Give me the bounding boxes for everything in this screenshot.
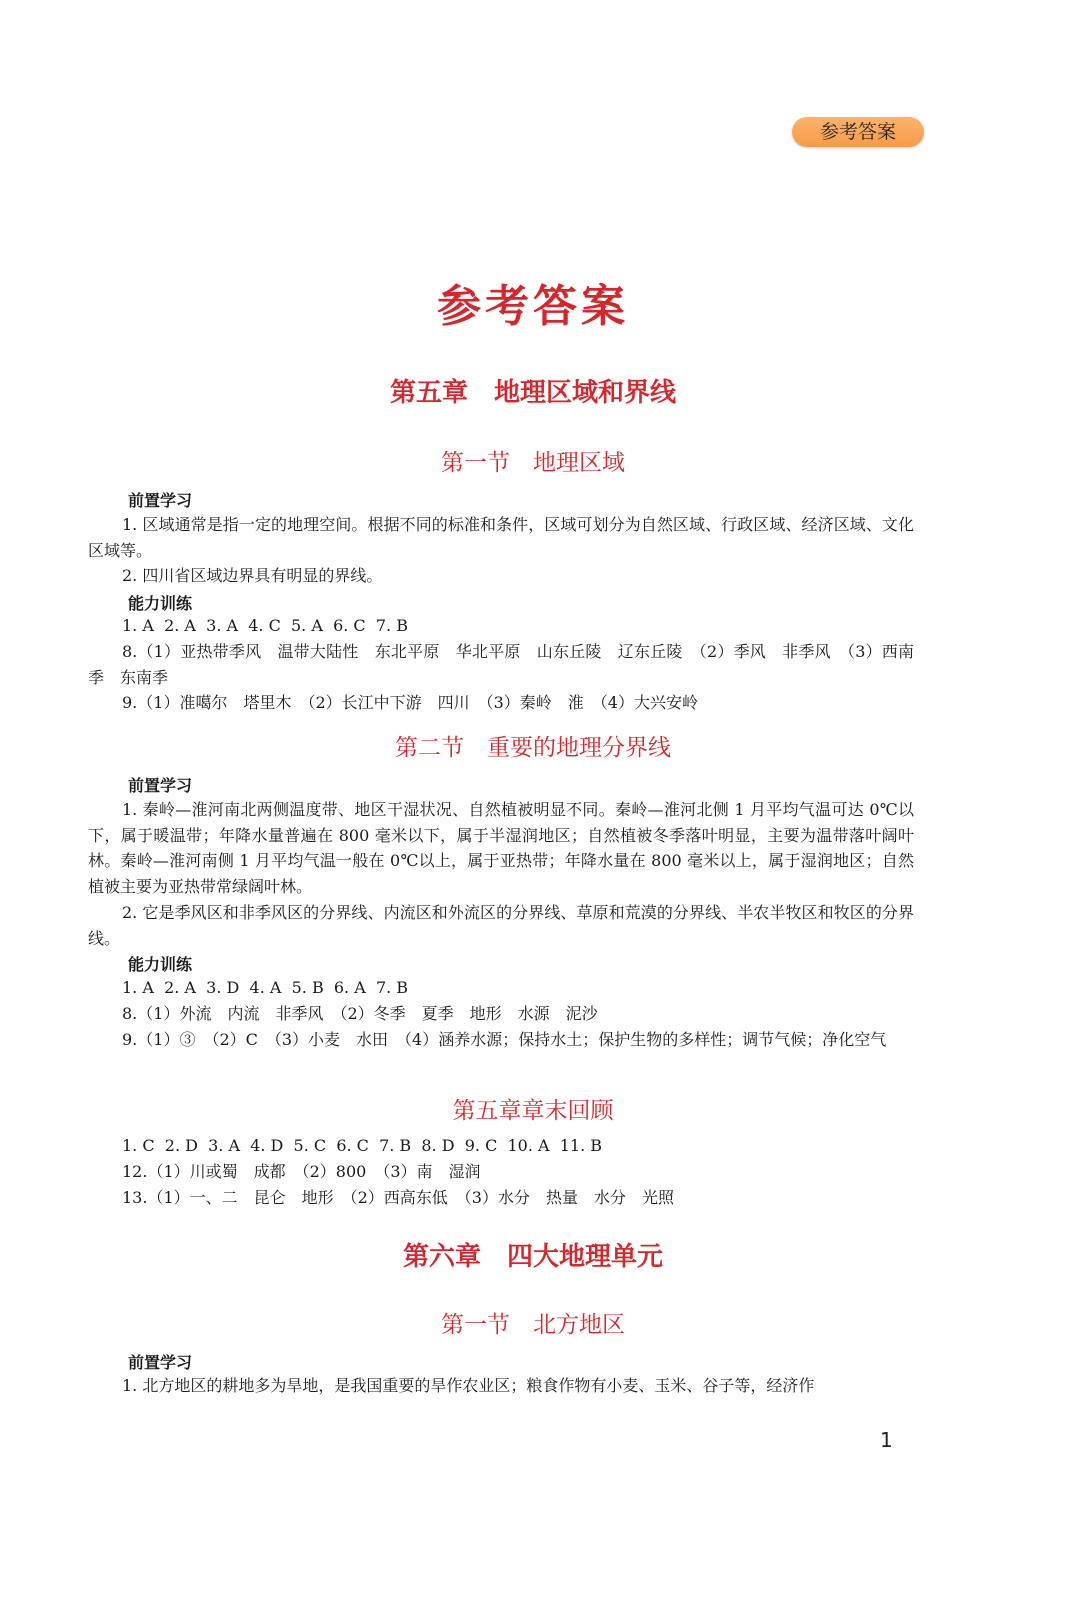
section-2-title: 第二节 重要的地理分界线 [395, 735, 671, 761]
pre-study-label: 前置学习 [128, 491, 193, 510]
ability-answer-9: 9.（1）准噶尔 塔里木 （2）长江中下游 四川 （3）秦岭 淮 （4）大兴安岭 [122, 693, 698, 712]
page-title: 参考答案 [437, 281, 629, 332]
section-1-title: 第一节 北方地区 [441, 1312, 625, 1338]
chapter-5-review-title: 第五章章末回顾 [452, 1098, 614, 1124]
ability-training-label: 能力训练 [128, 594, 193, 613]
ability-answer-9: 9.（1）③ （2）C （3）小麦 水田 （4）涵养水源；保持水土；保护生物的多样性；调节气候；净化空气 [122, 1030, 887, 1049]
pre-study-item-1: 1. 区域通常是指一定的地理空间。根据不同的标准和条件，区域可划分为自然区域、行政区域、经济区域、文化区域等。 [88, 515, 914, 560]
page-number: 1 [880, 1428, 893, 1452]
pre-study-item-2: 2. 四川省区域边界具有明显的界线。 [122, 566, 383, 585]
ability-answers-1-7: 1. A 2. A 3. A 4. C 5. A 6. C 7. B [122, 616, 408, 635]
section-1-title: 第一节 地理区域 [441, 450, 625, 476]
ability-answer-8: 8.（1）亚热带季风 温带大陆性 东北平原 华北平原 山东丘陵 辽东丘陵 （2）季风 非季风 （3）西南季 东南季 [88, 642, 914, 687]
ability-answers-1-7: 1. A 2. A 3. D 4. A 5. B 6. A 7. B [122, 978, 409, 997]
answer-key-badge: 参考答案 [792, 117, 924, 147]
pre-study-label: 前置学习 [128, 1353, 193, 1372]
review-answer-12: 12.（1）川或蜀 成都 （2）800 （3）南 湿润 [122, 1162, 481, 1181]
review-answer-13: 13.（1）一、二 昆仑 地形 （2）西高东低 （3）水分 热量 水分 光照 [122, 1188, 674, 1207]
chapter-6-title: 第六章 四大地理单元 [402, 1242, 663, 1272]
pre-study-item-1: 1. 秦岭—淮河南北两侧温度带、地区干湿状况、自然植被明显不同。秦岭—淮河北侧 1 月平均气温可达 0℃以下，属于暖温带；年降水量普遍在 800 毫米以下，属于半湿润地区；自然植被冬季落叶明显，主要为温带落叶阔叶林。秦岭—淮河南侧 1 月平均气温一般在 0℃以上，属于亚热带；年降水量在 800 毫米以上，属于湿润地区；自然植被主要为亚热带常绿阔叶林。 [88, 800, 914, 896]
ability-answer-8: 8.（1）外流 内流 非季风 （2）冬季 夏季 地形 水源 泥沙 [122, 1004, 598, 1023]
pre-study-label: 前置学习 [128, 776, 193, 795]
review-answers-1-11: 1. C 2. D 3. A 4. D 5. C 6. C 7. B 8. D 9. C 10. A 11. B [122, 1136, 603, 1155]
pre-study-item-2: 2. 它是季风区和非季风区的分界线、内流区和外流区的分界线、草原和荒漠的分界线、半农半牧区和牧区的分界线。 [88, 903, 914, 948]
chapter-5-title: 第五章 地理区域和界线 [389, 378, 676, 408]
pre-study-item-1: 1. 北方地区的耕地多为旱地，是我国重要的旱作农业区；粮食作物有小麦、玉米、谷子等，经济作 [122, 1376, 815, 1395]
ability-training-label: 能力训练 [128, 955, 193, 974]
